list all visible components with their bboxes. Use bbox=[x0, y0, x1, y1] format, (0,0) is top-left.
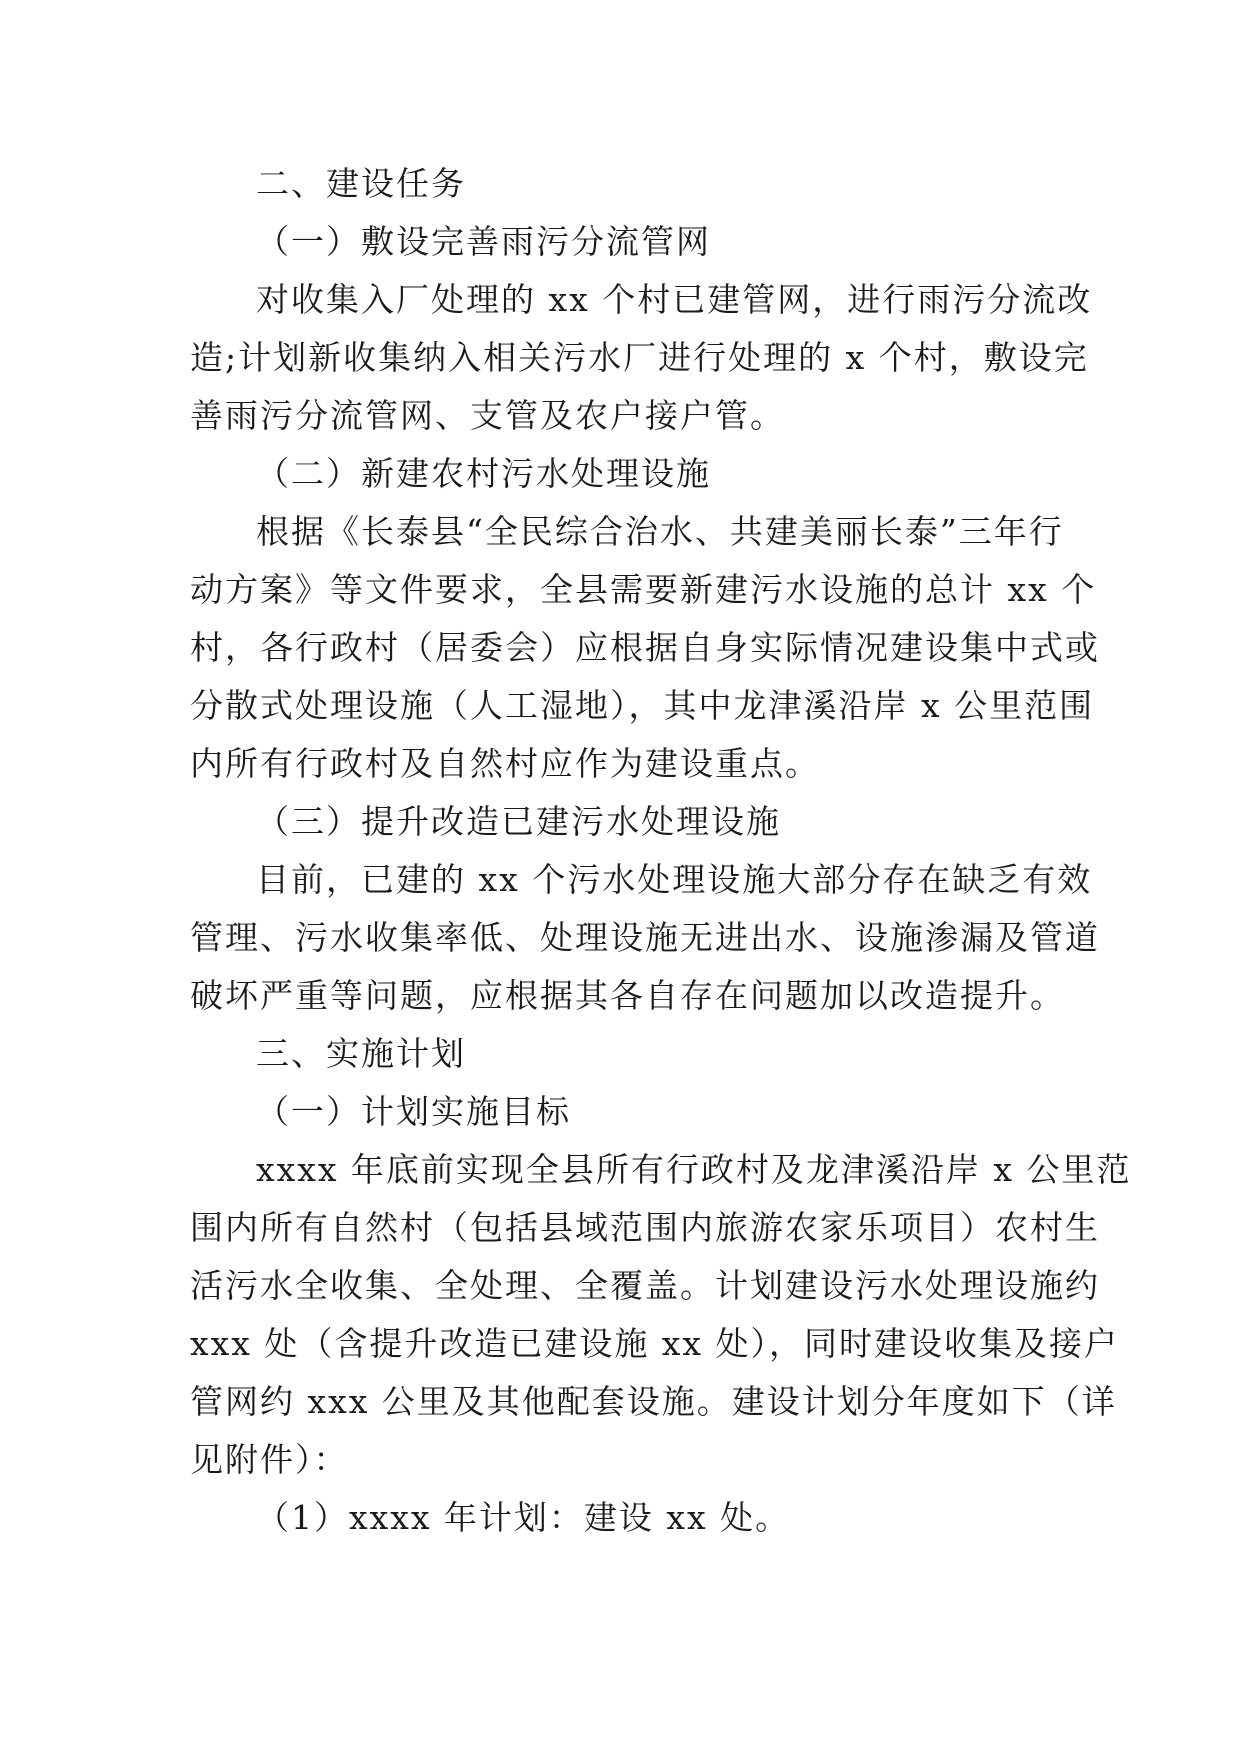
paragraph-line: 造;计划新收集纳入相关污水厂进行处理的 x 个村，敷设完 bbox=[190, 338, 1089, 377]
paragraph-line: 管理、污水收集率低、处理设施无进出水、设施渗漏及管道 bbox=[190, 918, 1100, 957]
paragraph-line: xxx 处（含提升改造已建设施 xx 处），同时建设收集及接户 bbox=[190, 1324, 1120, 1363]
paragraph-line: 根据《长泰县“全民综合治水、共建美丽长泰”三年行 bbox=[256, 512, 1064, 551]
paragraph-pipe-network bbox=[190, 271, 1093, 445]
list-item-year-plan: （1）xxxx 年计划：建设 xx 处。 bbox=[256, 1498, 791, 1537]
subheading-new-facilities: （二）新建农村污水处理设施 bbox=[256, 454, 711, 493]
document-body bbox=[190, 155, 1132, 1547]
paragraph-line: 目前，已建的 xx 个污水处理设施大部分存在缺乏有效 bbox=[256, 860, 1093, 899]
paragraph-upgrade-facilities bbox=[190, 851, 1100, 1025]
subheading-plan-goals: （一）计划实施目标 bbox=[256, 1092, 571, 1131]
paragraph-line: 见附件）： bbox=[190, 1440, 349, 1479]
paragraph-line: 围内所有自然村（包括县域范围内旅游农家乐项目）农村生 bbox=[190, 1208, 1100, 1247]
paragraph-line: 破坏严重等问题，应根据其各自存在问题加以改造提升。 bbox=[190, 976, 1065, 1015]
paragraph-line: 管网约 xxx 公里及其他配套设施。建设计划分年度如下（详 bbox=[190, 1382, 1117, 1421]
paragraph-line: 动方案》等文件要求，全县需要新建污水设施的总计 xx 个 bbox=[190, 570, 1097, 609]
paragraph-line: 分散式处理设施（人工湿地），其中龙津溪沿岸 x 公里范围 bbox=[190, 686, 1095, 725]
paragraph-line: 村，各行政村（居委会）应根据自身实际情况建设集中式或 bbox=[190, 628, 1100, 667]
section-heading-construction-tasks: 二、建设任务 bbox=[256, 164, 466, 203]
subheading-pipe-network: （一）敷设完善雨污分流管网 bbox=[256, 222, 711, 261]
subheading-upgrade-facilities: （三）提升改造已建污水处理设施 bbox=[256, 802, 781, 841]
paragraph-line: 内所有行政村及自然村应作为建设重点。 bbox=[190, 744, 820, 783]
paragraph-plan-goals bbox=[190, 1141, 1132, 1489]
paragraph-line: 活污水全收集、全处理、全覆盖。计划建设污水处理设施约 bbox=[190, 1266, 1100, 1305]
paragraph-line: 对收集入厂处理的 xx 个村已建管网，进行雨污分流改 bbox=[256, 280, 1093, 319]
paragraph-line: 善雨污分流管网、支管及农户接户管。 bbox=[190, 396, 785, 435]
paragraph-line: xxxx 年底前实现全县所有行政村及龙津溪沿岸 x 公里范 bbox=[256, 1150, 1132, 1189]
paragraph-new-facilities bbox=[190, 503, 1100, 793]
section-heading-implementation-plan: 三、实施计划 bbox=[256, 1034, 466, 1073]
